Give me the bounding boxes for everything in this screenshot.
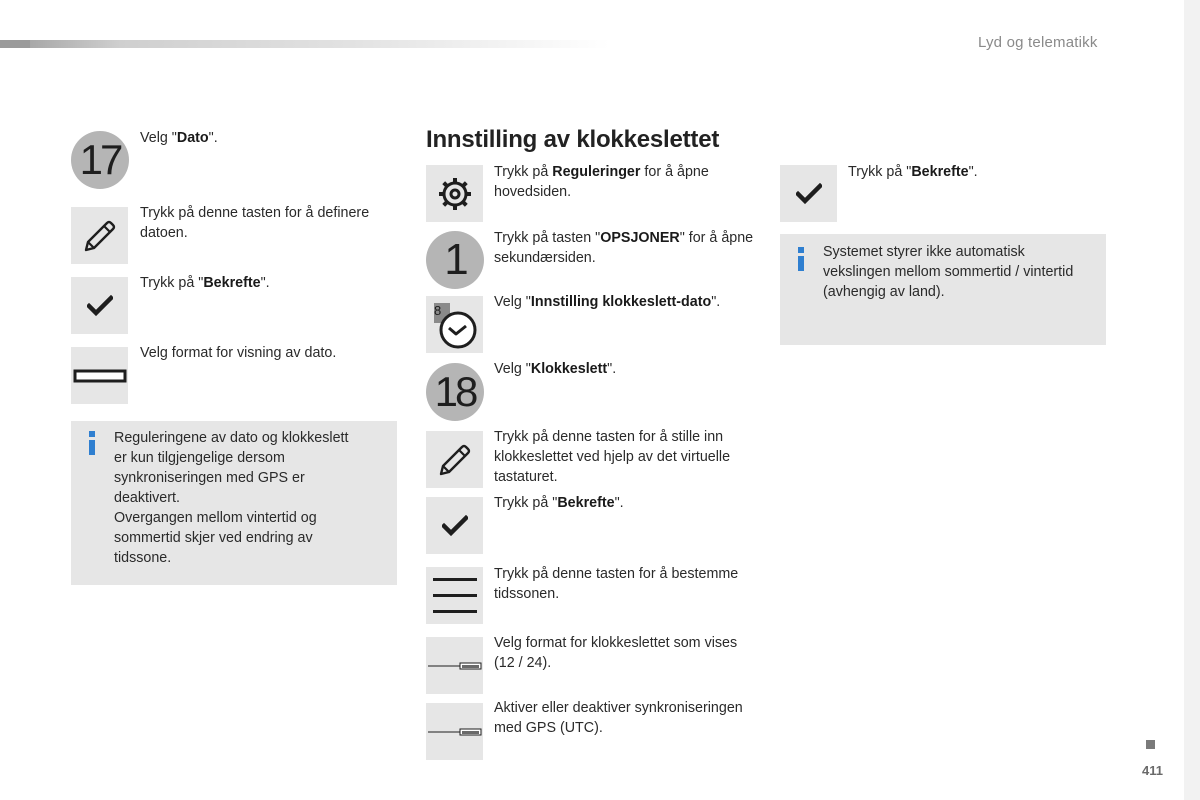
info-box-dst — [780, 234, 1106, 345]
settings-text: Trykk på Reguleringer for å åpne hovedsiden. — [494, 164, 709, 200]
confirm-final-button[interactable] — [780, 165, 837, 222]
checkmark-icon — [87, 295, 113, 317]
confirm-time-button[interactable] — [426, 497, 483, 554]
pencil-icon — [80, 216, 120, 256]
step-18-text: Velg "Klokkeslett". — [494, 361, 617, 377]
time-format-button[interactable] — [426, 637, 483, 694]
info-icon — [798, 247, 803, 271]
pencil-time-text: Trykk på denne tasten for å stille inn klokkeslettet ved hjelp av det virtuelle tastaturet. — [494, 429, 731, 485]
confirm-time-text: Trykk på "Bekrefte". — [494, 495, 624, 511]
info-box-date — [71, 421, 397, 585]
pencil-date-text: Trykk på denne tasten for å definere datoen. — [140, 205, 370, 241]
menu-icon — [432, 574, 478, 618]
step-1-badge: 1 — [426, 231, 484, 289]
step-17-badge: 17 — [71, 131, 129, 189]
page-edge — [1184, 0, 1200, 800]
checkmark-icon — [796, 183, 822, 205]
gear-icon — [438, 177, 472, 211]
clock-settings-text: Velg "Innstilling klokkeslett-dato". — [494, 294, 721, 310]
confirm-final-text: Trykk på "Bekrefte". — [848, 164, 978, 180]
format-bar-icon — [73, 368, 127, 384]
info-icon — [89, 431, 94, 455]
pencil-icon — [435, 440, 475, 480]
gps-sync-button[interactable] — [426, 703, 483, 760]
checkmark-icon — [442, 515, 468, 537]
date-format-text: Velg format for visning av dato. — [140, 345, 337, 361]
timezone-button[interactable] — [426, 567, 483, 624]
confirm-button[interactable] — [71, 277, 128, 334]
info-text-date: Reguleringene av dato og klokkeslett er kun tilgjengelige dersom synkroniseringen med GPS er deaktivert. Overgangen mellom vintertid og sommertid skjer ved endring av tidssone. — [114, 430, 349, 566]
step-1-text: Trykk på tasten "OPSJONER" for å åpne sekundærsiden. — [494, 230, 754, 266]
top-bar-accent — [0, 40, 30, 48]
page-marker — [1146, 740, 1155, 749]
clock-badge-number: 8 — [434, 303, 442, 318]
toggle-slider-icon — [428, 726, 482, 738]
timezone-text: Trykk på denne tasten for å bestemme tidssonen. — [494, 566, 739, 602]
pencil-button[interactable] — [71, 207, 128, 264]
confirm-date-text: Trykk på "Bekrefte". — [140, 275, 270, 291]
clock-settings-button[interactable] — [426, 296, 483, 353]
info-text-dst: Systemet styrer ikke automatisk vekslingen mellom sommertid / vintertid (avhengig av land). — [823, 244, 1074, 300]
step-18-badge: 18 — [426, 363, 484, 421]
top-decorative-bar — [0, 40, 610, 48]
time-format-text: Velg format for klokkeslettet som vises (12 / 24). — [494, 635, 738, 671]
toggle-slider-icon — [428, 660, 482, 672]
pencil-time-button[interactable] — [426, 431, 483, 488]
section-title: Innstilling av klokkeslettet — [426, 126, 720, 153]
section-header: Lyd og telematikk — [978, 34, 1098, 51]
step-17-text: Velg "Dato". — [140, 130, 218, 146]
gps-sync-text: Aktiver eller deaktiver synkroniseringen med GPS (UTC). — [494, 700, 743, 736]
page-number: 411 — [1142, 763, 1163, 778]
settings-button[interactable] — [426, 165, 483, 222]
date-format-button[interactable] — [71, 347, 128, 404]
